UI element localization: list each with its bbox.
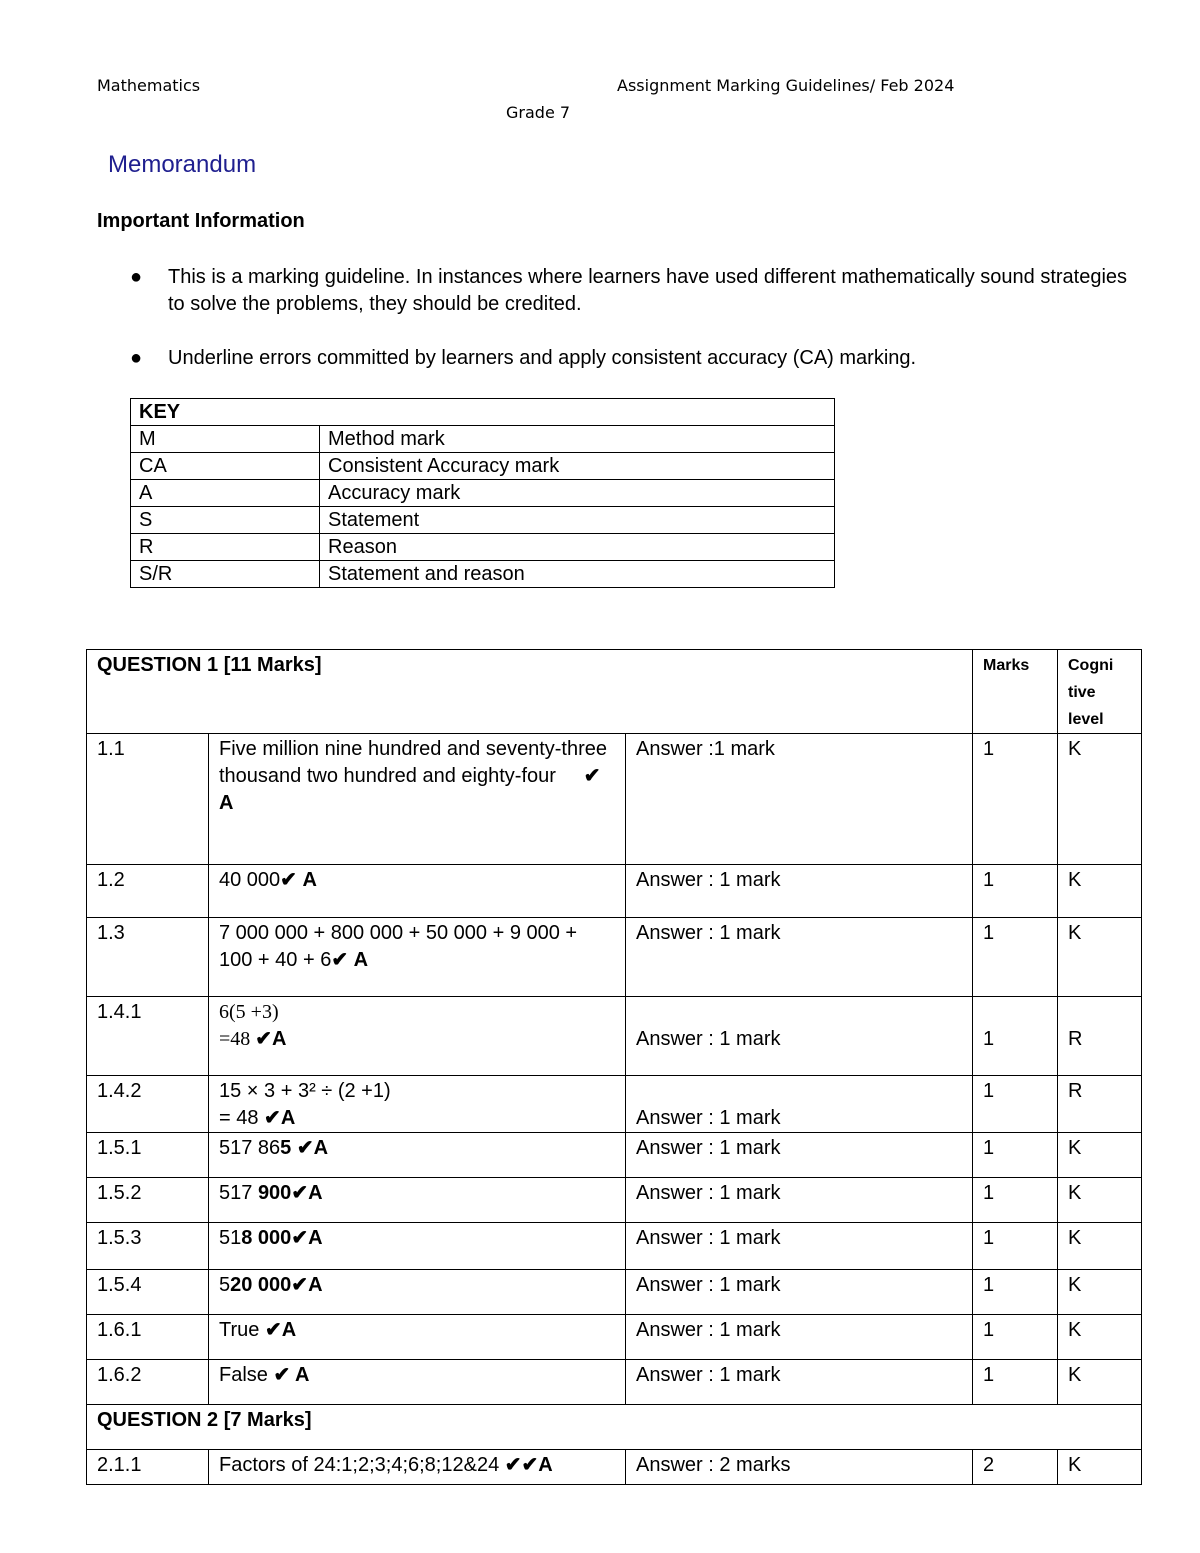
- marks-cell: 1: [973, 997, 1058, 1076]
- answer-cell: [209, 1450, 626, 1485]
- answer-cell: [209, 1076, 626, 1133]
- check-icon: ✔: [296, 1137, 314, 1159]
- marks-cell: 1: [973, 1270, 1058, 1315]
- check-icon: ✔: [273, 1364, 291, 1386]
- level-cell: K: [1058, 1178, 1142, 1223]
- key-meaning: Reason: [320, 534, 835, 561]
- level-cell: K: [1058, 1315, 1142, 1360]
- level-cell: K: [1058, 734, 1142, 865]
- key-row: [131, 426, 835, 453]
- mark-code: A: [313, 1137, 329, 1159]
- key-row: [131, 561, 835, 588]
- marks-cell: 2: [973, 1450, 1058, 1485]
- check-icon: ✔: [291, 1182, 309, 1204]
- guide-cell: Answer : 1 mark: [626, 1178, 973, 1223]
- mark-code: A: [272, 1028, 287, 1050]
- key-code: A: [131, 480, 320, 507]
- guide-cell: Answer : 1 mark: [626, 1076, 973, 1133]
- table-row: [87, 1270, 1142, 1315]
- question-number: 1.4.1: [87, 997, 209, 1076]
- level-cell: K: [1058, 1223, 1142, 1270]
- question-number: 1.5.2: [87, 1178, 209, 1223]
- answer-cell: [209, 1223, 626, 1270]
- answer-text: Five million nine hundred and seventy-three thousand two hundred and eighty-four: [219, 738, 607, 787]
- guide-cell: Answer : 2 marks: [626, 1450, 973, 1485]
- level-cell: K: [1058, 1450, 1142, 1485]
- answer-line-1: 6(5 +3): [219, 1001, 279, 1023]
- answer-text: 40 000: [219, 869, 281, 891]
- answer-bold: 900: [257, 1182, 292, 1204]
- marks-cell: 1: [973, 865, 1058, 918]
- answer-cell: [209, 997, 626, 1076]
- marks-cell: 1: [973, 1223, 1058, 1270]
- key-code: CA: [131, 453, 320, 480]
- level-cell: K: [1058, 865, 1142, 918]
- check-icon: ✔: [331, 949, 349, 971]
- check-icon: ✔: [264, 1107, 281, 1129]
- answer-cell: [209, 1133, 626, 1178]
- answer-text: 517 86: [219, 1137, 281, 1159]
- marks-cell: 1: [973, 1315, 1058, 1360]
- marks-cell: 1: [973, 1076, 1058, 1133]
- guide-cell: Answer : 1 mark: [626, 1360, 973, 1405]
- question-number: 1.2: [87, 865, 209, 918]
- mark-code: A: [280, 1107, 296, 1129]
- table-row: [87, 1360, 1142, 1405]
- answer-line-2: =48: [219, 1028, 256, 1050]
- answer-bold: 5: [280, 1137, 297, 1159]
- mark-code: A: [290, 1364, 310, 1386]
- mark-code: A: [302, 869, 317, 891]
- answer-cell: [209, 918, 626, 997]
- check-icon: ✔: [291, 1227, 309, 1249]
- marks-cell: 1: [973, 1133, 1058, 1178]
- key-meaning: Accuracy mark: [320, 480, 835, 507]
- answer-bold: 8 000: [241, 1227, 292, 1249]
- question-number: 1.5.3: [87, 1223, 209, 1270]
- question-header-row: [87, 1405, 1142, 1450]
- key-table: [130, 398, 835, 588]
- guide-cell: Answer : 1 mark: [626, 1223, 973, 1270]
- header-subject: Mathematics: [97, 76, 201, 95]
- marking-table: [86, 649, 1142, 1485]
- question-number: 1.5.1: [87, 1133, 209, 1178]
- mark-code: A: [308, 1182, 323, 1204]
- level-cell: K: [1058, 1270, 1142, 1315]
- double-check-icon: ✔✔: [504, 1454, 539, 1476]
- question-number: 1.3: [87, 918, 209, 997]
- question-number: 1.1: [87, 734, 209, 865]
- mark-code: A: [281, 1319, 297, 1341]
- header-assignment: Assignment Marking Guidelines/ Feb 2024: [617, 76, 955, 95]
- key-code: S/R: [131, 561, 320, 588]
- table-row: [87, 1076, 1142, 1133]
- table-row: [87, 1133, 1142, 1178]
- key-code: M: [131, 426, 320, 453]
- answer-text: 517: [219, 1182, 258, 1204]
- table-row: [87, 865, 1142, 918]
- bullet-icon: ●: [130, 347, 143, 369]
- level-cell: R: [1058, 1076, 1142, 1133]
- bullet-text: This is a marking guideline. In instances where learners have used different mathematically sound strategies to solve the problems, they should be credited.: [168, 266, 1128, 315]
- marks-cell: 1: [973, 918, 1058, 997]
- question-2-heading: QUESTION 2 [7 Marks]: [87, 1405, 1142, 1450]
- marks-column-header: Marks: [973, 650, 1058, 734]
- key-row: [131, 480, 835, 507]
- mark-code: A: [353, 949, 369, 971]
- mark-code: A: [308, 1274, 323, 1296]
- question-header-row: [87, 650, 1142, 734]
- question-number: 1.5.4: [87, 1270, 209, 1315]
- table-row: [87, 997, 1142, 1076]
- table-row: [87, 918, 1142, 997]
- guide-cell: Answer : 1 mark: [626, 1133, 973, 1178]
- key-heading: KEY: [131, 399, 835, 426]
- key-meaning: Consistent Accuracy mark: [320, 453, 835, 480]
- key-row: [131, 507, 835, 534]
- table-row: [87, 1178, 1142, 1223]
- guide-cell: Answer : 1 mark: [626, 865, 973, 918]
- level-cell: K: [1058, 918, 1142, 997]
- question-number: 2.1.1: [87, 1450, 209, 1485]
- header-grade: Grade 7: [506, 103, 571, 122]
- table-row: [87, 1315, 1142, 1360]
- key-meaning: Statement: [320, 507, 835, 534]
- question-number: 1.6.2: [87, 1360, 209, 1405]
- guide-cell: Answer : 1 mark: [626, 997, 973, 1076]
- question-1-heading: QUESTION 1 [11 Marks]: [87, 650, 973, 734]
- bullet-icon: ●: [130, 266, 143, 288]
- mark-code: A: [308, 1227, 323, 1249]
- check-icon: ✔: [255, 1028, 273, 1050]
- key-code: R: [131, 534, 320, 561]
- answer-cell: [209, 1270, 626, 1315]
- bullet-text: Underline errors committed by learners and apply consistent accuracy (CA) marking.: [168, 347, 917, 369]
- answer-text: 5: [219, 1274, 231, 1296]
- answer-line-2: = 48: [219, 1107, 265, 1129]
- guide-cell: Answer :1 mark: [626, 734, 973, 865]
- important-heading: Important Information: [97, 210, 305, 232]
- marks-cell: 1: [973, 734, 1058, 865]
- key-meaning: Statement and reason: [320, 561, 835, 588]
- table-row: [87, 734, 1142, 865]
- key-row: [131, 534, 835, 561]
- key-header-row: [131, 399, 835, 426]
- key-code: S: [131, 507, 320, 534]
- table-row: [87, 1223, 1142, 1270]
- answer-text: Factors of 24:1;2;3;4;6;8;12&24: [219, 1454, 505, 1476]
- cognitive-level-header: Cogni tive level: [1058, 650, 1142, 734]
- answer-cell: [209, 1315, 626, 1360]
- mark-code: A: [538, 1454, 553, 1476]
- page-title: Memorandum: [108, 151, 257, 178]
- answer-cell: [209, 865, 626, 918]
- level-cell: K: [1058, 1133, 1142, 1178]
- marks-cell: 1: [973, 1360, 1058, 1405]
- key-meaning: Method mark: [320, 426, 835, 453]
- answer-text: True: [219, 1319, 265, 1341]
- check-icon: ✔: [280, 869, 297, 891]
- mark-code: A: [219, 792, 234, 814]
- guide-cell: Answer : 1 mark: [626, 1315, 973, 1360]
- level-cell: K: [1058, 1360, 1142, 1405]
- question-number: 1.6.1: [87, 1315, 209, 1360]
- answer-text: 51: [219, 1227, 242, 1249]
- answer-text: 7 000 000 + 800 000 + 50 000 + 9 000 + 100 + 40 + 6: [219, 922, 578, 971]
- answer-cell: [209, 1360, 626, 1405]
- check-icon: ✔: [264, 1319, 282, 1341]
- question-number: 1.4.2: [87, 1076, 209, 1133]
- answer-cell: [209, 1178, 626, 1223]
- key-row: [131, 453, 835, 480]
- check-icon: ✔: [291, 1274, 309, 1296]
- marks-cell: 1: [973, 1178, 1058, 1223]
- level-cell: R: [1058, 997, 1142, 1076]
- answer-bold: 20 000: [230, 1274, 292, 1296]
- table-row: [87, 1450, 1142, 1485]
- answer-line-1: 15 × 3 + 3² ÷ (2 +1): [219, 1080, 391, 1102]
- guide-cell: Answer : 1 mark: [626, 1270, 973, 1315]
- answer-cell: [209, 734, 626, 865]
- check-icon: ✔: [583, 765, 601, 787]
- answer-text: False: [219, 1364, 274, 1386]
- guide-cell: Answer : 1 mark: [626, 918, 973, 997]
